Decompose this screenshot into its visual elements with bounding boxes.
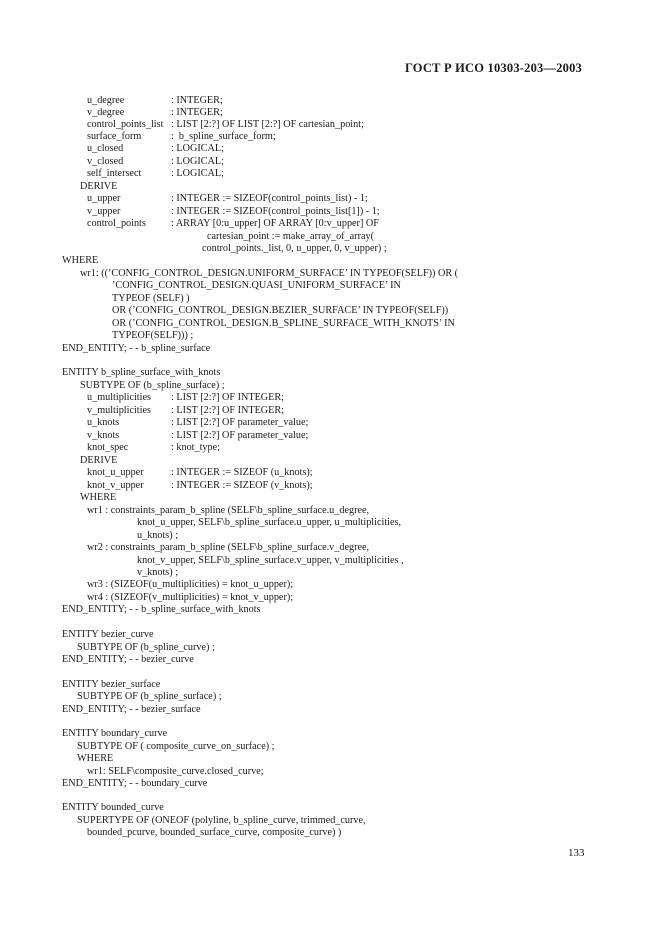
attr-name: u_knots <box>87 417 120 428</box>
entity-declaration: ENTITY b_spline_surface_with_knots <box>62 367 221 378</box>
where-keyword: WHERE <box>62 255 99 266</box>
code-line: wr3 : (SIZEOF(u_multiplicities) = knot_u_upper); <box>87 579 294 590</box>
attr-type: : INTEGER := SIZEOF(control_points_list) - 1; <box>171 193 368 204</box>
where-keyword: WHERE <box>80 492 117 503</box>
end-entity: END_ENTITY; - - b_spline_surface <box>62 343 211 354</box>
code-line: cartesian_point := make_array_of_array( <box>207 231 374 242</box>
attr-type: : LOGICAL; <box>171 143 224 154</box>
subtype-clause: SUBTYPE OF ( composite_curve_on_surface) ; <box>77 741 275 752</box>
attr-name: u_upper <box>87 193 121 204</box>
end-entity: END_ENTITY; - - b_spline_surface_with_knots <box>62 604 261 615</box>
subtype-clause: SUBTYPE OF (b_spline_surface) ; <box>77 691 222 702</box>
document-header: ГОСТ Р ИСО 10303-203—2003 <box>404 61 582 75</box>
code-line: OR (’CONFIG_CONTROL_DESIGN.BEZIER_SURFACE’ IN TYPEOF(SELF)) <box>112 305 449 316</box>
code-line: OR (’CONFIG_CONTROL_DESIGN.B_SPLINE_SURFACE_WITH_KNOTS’ IN <box>112 318 455 329</box>
code-line: TYPEOF(SELF))) ; <box>112 330 194 341</box>
attr-type: : LIST [2:?] OF LIST [2:?] OF cartesian_point; <box>171 119 364 130</box>
code-line: TYPEOF (SELF) ) <box>112 293 190 304</box>
attr-type: : INTEGER := SIZEOF (v_knots); <box>171 480 313 491</box>
where-keyword: WHERE <box>77 753 114 764</box>
attr-name: v_degree <box>87 107 125 118</box>
code-line: wr2 : constraints_param_b_spline (SELF\b_spline_surface.v_degree, <box>87 542 370 553</box>
derive-keyword: DERIVE <box>80 455 118 466</box>
attr-name: knot_v_upper <box>87 480 144 491</box>
attr-type: : LIST [2:?] OF INTEGER; <box>171 405 284 416</box>
code-line: knot_v_upper, SELF\b_spline_surface.v_upper, v_multiplicities , <box>137 555 404 566</box>
code-line: knot_u_upper, SELF\b_spline_surface.u_upper, u_multiplicities, <box>137 517 402 528</box>
attr-name: v_multiplicities <box>87 405 151 416</box>
attr-type: : b_spline_surface_form; <box>171 131 276 142</box>
attr-name: v_closed <box>87 156 124 167</box>
code-line: v_knots) ; <box>137 567 179 578</box>
attr-name: u_degree <box>87 95 125 106</box>
code-line: wr1 : constraints_param_b_spline (SELF\b_spline_surface.u_degree, <box>87 505 370 516</box>
code-line: wr4 : (SIZEOF(v_multiplicities) = knot_v_upper); <box>87 592 294 603</box>
end-entity: END_ENTITY; - - boundary_curve <box>62 778 208 789</box>
subtype-clause: SUBTYPE OF (b_spline_curve) ; <box>77 642 215 653</box>
subtype-clause: SUBTYPE OF (b_spline_surface) ; <box>80 380 225 391</box>
attr-name: control_points_list <box>87 119 164 130</box>
code-line: u_knots) ; <box>137 530 179 541</box>
entity-declaration: ENTITY bezier_surface <box>62 679 161 690</box>
attr-name: u_multiplicities <box>87 392 151 403</box>
code-line: bounded_pcurve, bounded_surface_curve, composite_curve) ) <box>87 827 342 838</box>
attr-name: knot_spec <box>87 442 129 453</box>
attr-type: : LOGICAL; <box>171 156 224 167</box>
attr-type: : INTEGER; <box>171 107 223 118</box>
derive-keyword: DERIVE <box>80 181 118 192</box>
attr-type: : LIST [2:?] OF parameter_value; <box>171 417 309 428</box>
attr-type: : LIST [2:?] OF parameter_value; <box>171 430 309 441</box>
attr-name: surface_form <box>87 131 142 142</box>
attr-type: : LIST [2:?] OF INTEGER; <box>171 392 284 403</box>
attr-type: : INTEGER := SIZEOF(control_points_list[1]) - 1; <box>171 206 380 217</box>
attr-name: control_points <box>87 218 146 229</box>
attr-type: : INTEGER; <box>171 95 223 106</box>
code-line: wr1: ((’CONFIG_CONTROL_DESIGN.UNIFORM_SURFACE’ IN TYPEOF(SELF)) OR ( <box>80 268 459 279</box>
attr-type: : knot_type; <box>171 442 220 453</box>
attr-type: : INTEGER := SIZEOF (u_knots); <box>171 467 313 478</box>
attr-name: v_upper <box>87 206 121 217</box>
page-number: 133 <box>568 847 585 859</box>
entity-declaration: ENTITY bezier_curve <box>62 629 154 640</box>
attr-type: : ARRAY [0:u_upper] OF ARRAY [0:v_upper] OF <box>171 218 379 229</box>
attr-name: self_intersect <box>87 168 142 179</box>
code-line: control_points._list, 0, u_upper, 0, v_upper) ; <box>202 243 387 254</box>
attr-name: knot_u_upper <box>87 467 144 478</box>
supertype-clause: SUPERTYPE OF (ONEOF (polyline, b_spline_curve, trimmed_curve, <box>77 815 366 826</box>
code-line: ’CONFIG_CONTROL_DESIGN.QUASI_UNIFORM_SURFACE’ IN <box>112 280 401 291</box>
entity-declaration: ENTITY boundary_curve <box>62 728 168 739</box>
attr-name: v_knots <box>87 430 120 441</box>
attr-type: : LOGICAL; <box>171 168 224 179</box>
end-entity: END_ENTITY; - - bezier_surface <box>62 704 201 715</box>
code-line: wr1: SELF\composite_curve.closed_curve; <box>87 766 264 777</box>
entity-declaration: ENTITY bounded_curve <box>62 802 164 813</box>
attr-name: u_closed <box>87 143 124 154</box>
end-entity: END_ENTITY; - - bezier_curve <box>62 654 194 665</box>
